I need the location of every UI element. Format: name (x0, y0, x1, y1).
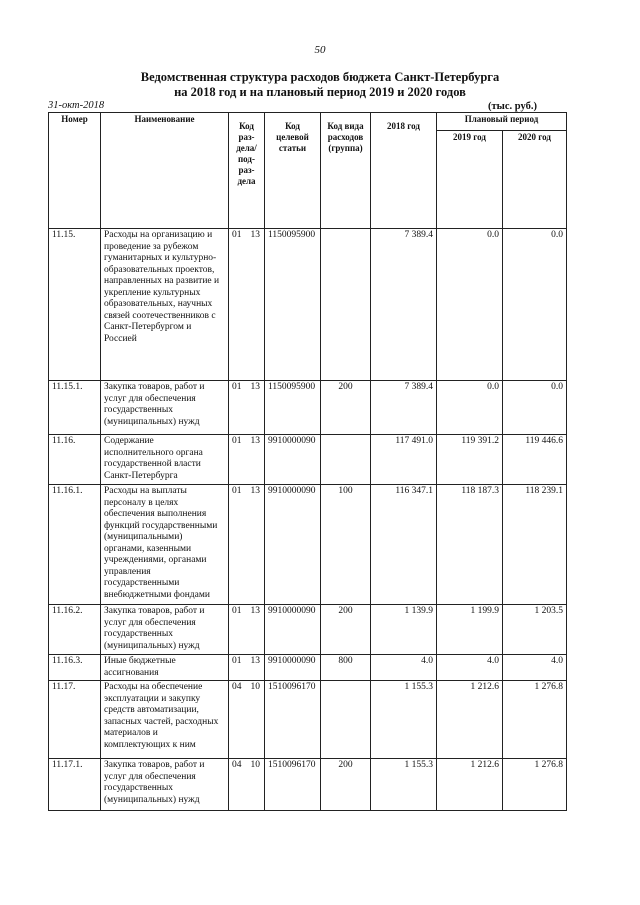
row-amount-2019: 0.0 (437, 229, 503, 381)
table-row (49, 435, 567, 485)
row-number: 11.16.2. (49, 605, 101, 655)
podrazdel-code: 13 (250, 230, 260, 240)
currency-unit: (тыс. руб.) (488, 101, 537, 112)
table-row (49, 605, 567, 655)
header-target-code: Код целевой статьи (265, 113, 321, 229)
budget-table (48, 112, 567, 811)
row-section-code (229, 435, 265, 485)
row-amount-2020: 119 446.6 (503, 435, 567, 485)
header-planned-period: Плановый период (437, 113, 567, 131)
row-name: Закупка товаров, работ и услуг для обеспечения государственных (муниципальных) нужд (101, 759, 229, 811)
razdel-code: 01 (232, 656, 242, 666)
row-amount-2020: 1 276.8 (503, 759, 567, 811)
row-amount-2020: 1 203.5 (503, 605, 567, 655)
razdel-code: 01 (232, 382, 242, 392)
row-expense-type: 200 (321, 605, 371, 655)
header-expense-type-code: Код вида расходов (группа) (321, 113, 371, 229)
row-amount-2019: 0.0 (437, 381, 503, 435)
razdel-code: 04 (232, 682, 242, 692)
razdel-code: 01 (232, 436, 242, 446)
document-title (0, 70, 640, 100)
table-body (49, 229, 567, 811)
row-section-code (229, 655, 265, 681)
header-2018: 2018 год (371, 113, 437, 229)
row-expense-type: 200 (321, 381, 371, 435)
row-number: 11.16.3. (49, 655, 101, 681)
row-amount-2018: 1 155.3 (371, 681, 437, 759)
header-number: Номер (49, 113, 101, 229)
row-amount-2019: 1 199.9 (437, 605, 503, 655)
row-amount-2018: 7 389.4 (371, 229, 437, 381)
row-amount-2019: 4.0 (437, 655, 503, 681)
row-amount-2018: 4.0 (371, 655, 437, 681)
row-number: 11.15. (49, 229, 101, 381)
razdel-code: 01 (232, 606, 242, 616)
row-section-code (229, 681, 265, 759)
page-number: 50 (314, 44, 326, 56)
title-line-2: на 2018 год и на плановый период 2019 и 2020 годов (174, 85, 466, 99)
row-expense-type: 200 (321, 759, 371, 811)
podrazdel-code: 13 (250, 656, 260, 666)
row-name: Расходы на обеспечение эксплуатации и закупку средств автоматизации, запасных частей, расходных материалов и комплектующих к ним (101, 681, 229, 759)
podrazdel-code: 10 (250, 760, 260, 770)
header-section-code: Код раз-дела/ под-раз-дела (229, 113, 265, 229)
title-line-1: Ведомственная структура расходов бюджета Санкт-Петербурга (140, 70, 500, 84)
table-row (49, 381, 567, 435)
podrazdel-code: 10 (250, 682, 260, 692)
row-section-code (229, 485, 265, 605)
row-section-code (229, 229, 265, 381)
row-amount-2019: 119 391.2 (437, 435, 503, 485)
row-name: Расходы на выплаты персоналу в целях обеспечения выполнения функций государственными (муниципальными) органами, казенными учреждениями, органами управления государственными внебюджетными фондами (101, 485, 229, 605)
table-row (49, 759, 567, 811)
podrazdel-code: 13 (250, 382, 260, 392)
razdel-code: 01 (232, 486, 242, 496)
row-section-code (229, 605, 265, 655)
row-target-code: 9910000090 (265, 485, 321, 605)
table-row (49, 229, 567, 381)
row-target-code: 1150095900 (265, 229, 321, 381)
document-date: 31-окт-2018 (48, 100, 105, 111)
razdel-code: 04 (232, 760, 242, 770)
row-target-code: 1150095900 (265, 381, 321, 435)
row-number: 11.16.1. (49, 485, 101, 605)
row-amount-2020: 0.0 (503, 229, 567, 381)
table-row (49, 681, 567, 759)
row-amount-2018: 1 155.3 (371, 759, 437, 811)
row-expense-type (321, 681, 371, 759)
row-amount-2019: 118 187.3 (437, 485, 503, 605)
row-amount-2020: 1 276.8 (503, 681, 567, 759)
row-amount-2018: 1 139.9 (371, 605, 437, 655)
row-name: Содержание исполнительного органа государственной власти Санкт-Петербурга (101, 435, 229, 485)
row-name: Иные бюджетные ассигнования (101, 655, 229, 681)
row-amount-2019: 1 212.6 (437, 681, 503, 759)
row-amount-2020: 0.0 (503, 381, 567, 435)
table-header (49, 113, 567, 229)
row-amount-2019: 1 212.6 (437, 759, 503, 811)
row-section-code (229, 381, 265, 435)
row-expense-type: 800 (321, 655, 371, 681)
row-number: 11.16. (49, 435, 101, 485)
podrazdel-code: 13 (250, 436, 260, 446)
row-amount-2018: 116 347.1 (371, 485, 437, 605)
header-2019: 2019 год (437, 131, 503, 229)
row-number: 11.17.1. (49, 759, 101, 811)
row-amount-2018: 7 389.4 (371, 381, 437, 435)
row-amount-2018: 117 491.0 (371, 435, 437, 485)
row-number: 11.17. (49, 681, 101, 759)
row-target-code: 1510096170 (265, 681, 321, 759)
table-row (49, 655, 567, 681)
row-name: Закупка товаров, работ и услуг для обеспечения государственных (муниципальных) нужд (101, 381, 229, 435)
row-name: Расходы на организацию и проведение за рубежом гуманитарных и культурно-образовательных проектов, направленных на развитие и укрепление культурных образовательных, научных связей соотечественников с Санкт-Петербургом и Россией (101, 229, 229, 381)
table-row (49, 485, 567, 605)
row-amount-2020: 118 239.1 (503, 485, 567, 605)
row-target-code: 1510096170 (265, 759, 321, 811)
row-target-code: 9910000090 (265, 605, 321, 655)
row-number: 11.15.1. (49, 381, 101, 435)
row-amount-2020: 4.0 (503, 655, 567, 681)
podrazdel-code: 13 (250, 486, 260, 496)
row-target-code: 9910000090 (265, 435, 321, 485)
row-expense-type: 100 (321, 485, 371, 605)
row-expense-type (321, 229, 371, 381)
row-name: Закупка товаров, работ и услуг для обеспечения государственных (муниципальных) нужд (101, 605, 229, 655)
row-target-code: 9910000090 (265, 655, 321, 681)
header-name: Наименование (101, 113, 229, 229)
podrazdel-code: 13 (250, 606, 260, 616)
row-expense-type (321, 435, 371, 485)
razdel-code: 01 (232, 230, 242, 240)
row-section-code (229, 759, 265, 811)
header-2020: 2020 год (503, 131, 567, 229)
